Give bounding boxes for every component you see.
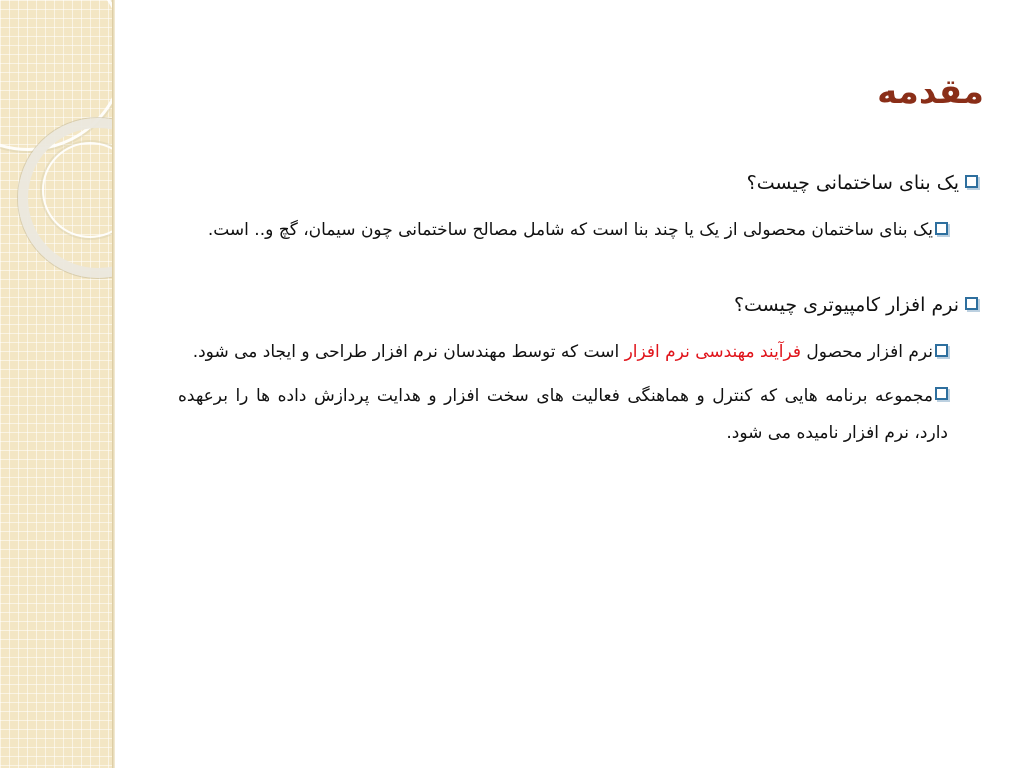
sub-bullet-item <box>178 212 948 249</box>
square-bullet-icon <box>935 344 948 357</box>
square-bullet-icon <box>935 387 948 400</box>
slide-content <box>178 168 959 458</box>
square-bullet-icon <box>965 175 978 188</box>
square-bullet-icon <box>935 222 948 235</box>
sub-bullet-text-after: است که توسط مهندسان نرم افزار طراحی و ایجاد می شود. <box>192 342 625 363</box>
bullet-heading: یک بنای ساختمانی چیست؟ <box>746 172 959 194</box>
slide-title: مقدمه <box>877 72 984 112</box>
sub-bullet-item <box>178 334 948 371</box>
strip-edge <box>112 0 115 768</box>
sub-bullet-text-before: نرم افزار محصول <box>801 342 933 363</box>
sub-bullet-text: یک بنای ساختمان محصولی از یک یا چند بنا است که شامل مصالح ساختمانی چون سیمان، گچ و.. است. <box>207 220 933 241</box>
bullet-heading: نرم افزار کامپیوتری چیست؟ <box>733 293 959 316</box>
bullet-item <box>208 168 978 198</box>
decorative-side-strip <box>0 0 112 768</box>
sub-bullet-text: مجموعه برنامه هایی که کنترل و هماهنگی فعالیت های سخت افزار و هدایت پردازش داده ها را برعهده دارد، نرم افزار نامیده می شود. <box>178 385 948 443</box>
square-bullet-icon <box>965 297 978 310</box>
highlighted-term: فرآیند مهندسی نرم افزار <box>624 342 802 363</box>
sub-bullet-item <box>178 378 948 453</box>
bullet-item <box>208 290 978 320</box>
